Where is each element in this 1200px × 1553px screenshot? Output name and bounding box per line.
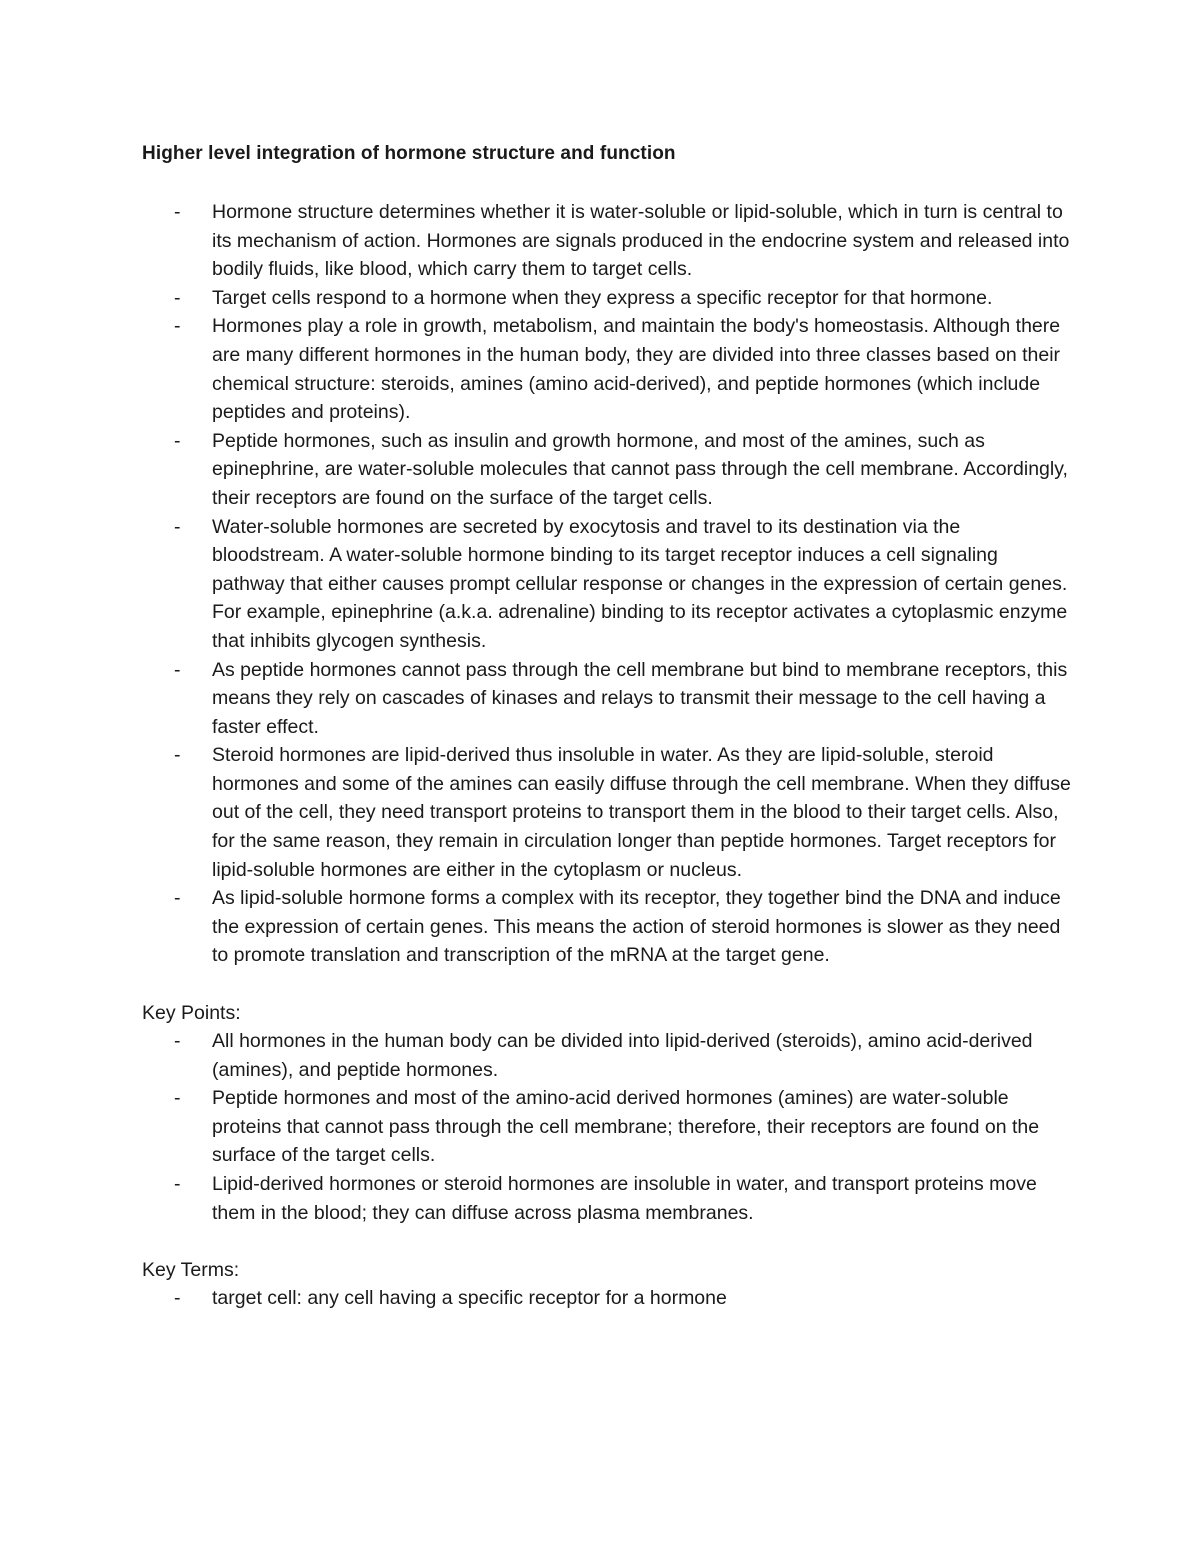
list-item-text: Hormone structure determines whether it is water-soluble or lipid-soluble, which in turn is central to its mechanism of action. Hormones are signals produced in the endocrine system and released into bodily fluids, like blood, which carry them to target cells. (212, 201, 1070, 281)
list-item-text: As peptide hormones cannot pass through the cell membrane but bind to membrane receptors, this means they rely on cascades of kinases and relays to transmit their message to the cell having a faster effect. (212, 658, 1068, 738)
list-item-text: Water-soluble hormones are secreted by exocytosis and travel to its destination via the bloodstream. A water-soluble hormone binding to its target receptor induces a cell signaling pathway that either causes prompt cellular response or changes in the expression of certain genes. For example, epinephrine (a.k.a. adrenaline) binding to its receptor activates a cytoplasmic enzyme that inhibits glycogen synthesis. (212, 515, 1068, 652)
list-item-text: Steroid hormones are lipid-derived thus insoluble in water. As they are lipid-soluble, steroid hormones and some of the amines can easily diffuse through the cell membrane. When they diffuse out of the cell, they need transport proteins to transport them in the blood to their target cells. Also, for the same reason, they remain in circulation longer than peptide hormones. Target receptors for lipid-soluble hormones are either in the cytoplasm or nucleus. (212, 744, 1071, 881)
list-item-text: Hormones play a role in growth, metabolism, and maintain the body's homeostasis. Although there are many different hormones in the human body, they are divided into three classes based on their chemical structure: steroids, amines (amino acid-derived), and peptide hormones (which include peptides and proteins). (212, 315, 1061, 424)
bullet-dash: - (174, 515, 181, 538)
key-points-list (142, 1027, 1072, 1227)
paragraph-spacer (142, 970, 1072, 999)
bullet-dash: - (174, 1287, 181, 1310)
main-points-list (142, 198, 1072, 970)
bullet-dash: - (174, 744, 181, 767)
list-item-text: Peptide hormones and most of the amino-acid derived hormones (amines) are water-soluble proteins that cannot pass through the cell membrane; therefore, their receptors are found on the surface of the target cells. (212, 1087, 1040, 1167)
key-points-heading: Key Points: (142, 1001, 241, 1024)
list-item (142, 1170, 1072, 1227)
bullet-dash: - (174, 1087, 181, 1110)
list-item (142, 312, 1072, 426)
key-terms-heading: Key Terms: (142, 1258, 240, 1281)
key-terms-list (142, 1284, 1072, 1313)
bullet-dash: - (174, 658, 181, 681)
list-item (142, 427, 1072, 513)
list-item (142, 1027, 1072, 1084)
list-item-text: Lipid-derived hormones or steroid hormones are insoluble in water, and transport proteins move them in the blood; they can diffuse across plasma membranes. (212, 1173, 1037, 1224)
bullet-dash: - (174, 1030, 181, 1053)
list-item (142, 513, 1072, 656)
list-item (142, 741, 1072, 884)
document-page (142, 140, 1072, 1313)
list-item (142, 198, 1072, 284)
bullet-dash: - (174, 429, 181, 452)
list-item (142, 1084, 1072, 1170)
list-item (142, 884, 1072, 970)
bullet-dash: - (174, 201, 181, 223)
list-item-text: target cell: any cell having a specific receptor for a hormone (212, 1287, 727, 1310)
bullet-dash: - (174, 1173, 181, 1195)
list-item-text: All hormones in the human body can be divided into lipid-derived (steroids), amino acid-derived (amines), and peptide hormones. (212, 1030, 1033, 1081)
bullet-dash: - (174, 315, 181, 338)
list-item (142, 656, 1072, 742)
list-item-text: Target cells respond to a hormone when they express a specific receptor for that hormone. (212, 286, 993, 309)
paragraph-spacer (142, 1227, 1072, 1256)
list-item (142, 284, 1072, 313)
list-item-text: As lipid-soluble hormone forms a complex with its receptor, they together bind the DNA and induce the expression of certain genes. This means the action of steroid hormones is slower as they need to promote translation and transcription of the mRNA at the target gene. (212, 887, 1061, 967)
bullet-dash: - (174, 286, 181, 309)
list-item-text: Peptide hormones, such as insulin and growth hormone, and most of the amines, such as epinephrine, are water-soluble molecules that cannot pass through the cell membrane. Accordingly, their receptors are found on the surface of the target cells. (212, 429, 1068, 509)
bullet-dash: - (174, 887, 181, 910)
list-item (142, 1284, 1072, 1313)
document-title: Higher level integration of hormone structure and function (142, 143, 676, 164)
